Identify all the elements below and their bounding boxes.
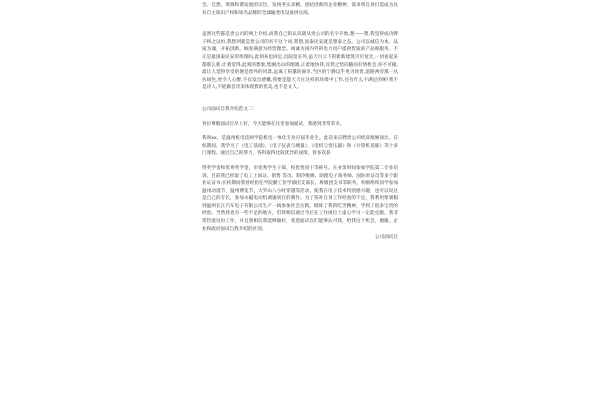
trailing-title: 公司面试自 xyxy=(375,235,398,241)
paragraph-self-intro: 我叫xx，是温州机电技师学院机电一体化专业应届毕业生。此次来应聘贵公司机床维修岗位。在校期间，我学习了《电工基础》、《电子仪表与测量》、《电机与变压器》和《计算机基础》等十多门课程。通过自己的努力，各科取得比较优异的成绩，曾多次获 xyxy=(202,136,398,157)
paragraph-experience: 得奖学金和优秀奖学金，市优秀学生干部，校优秀团干等称号。在业余时间参加学院第二专业培训，目前我已经取了电工上岗证、销售 等员、制冷维修、助理电子商务师、国际单证员等多个职业证证书;在校期间我曾经担任学院勤工俭学部团支部长、班级团支书等职务，积极组织同学参加温州动漫节，温州博览节，大罗山八小时穿越等活动，使我在电子技术特别感兴趣，也可以说这是自己的专长，参加永磁电动机调速项目的制作。为了弥补自身工作经验的不足，我利用寒暑假到温州长江汽车电子有限公司生产一线参加社会实践，锻炼了我的吃苦精神，学到了很多宝贵的经验。当然我也有一些不足的地方，但我相信通过今后在工作岗位上虚心学习一定能克服。我非常热爱这份工作，并且我相信我能够做好，希望面试官们能够认可我，给我这个机会，谢谢。企业和政府面试自我介绍的区别。 xyxy=(202,165,398,232)
section-heading: 公司面试自我介绍范文二： xyxy=(202,106,258,112)
paragraph-company-intro-end: 会、自然、资源和谐发展的宗旨，发扬务实求精、团结创新的企业精神，谋求将自身打造成为具有自主知识产权和知名品牌的全球输变电设备供应商。 xyxy=(202,3,398,16)
paragraph-greeting: 各位尊敬面试官早上好，今天能够在这里参加面试，我感到非常荣幸。 xyxy=(202,121,345,127)
document-page xyxy=(202,2,398,398)
paragraph-impression: 虽然这些都是贵公司的网上介绍,而我自己的认识就从贵公司的名字开始,想——想,我觉得成功牌子终之以恒,我想到就是贵公司的名字这个词,我想,国泰民安就是想泰之态。公司以诚信为本，品质为魂，开拓创新，顾客满意为经营理念。竭诚为国内外的电力用户提供优质的产品和服务。不正是最国泰民安的体现吗,此刻来也回足,出院留长外,虽天白云下的新新建筑贝贝宽光,一切看起来都那么新,让我觉得,此刻的想象,集刚出山的理调,正着地快我,淬然之势向随而有情机会,你不可撞,最让人觉得享受的便是留外的风景,远离了喧嚣的闹市,当区的宁静以乎更为珍贵,道路两旁那一丛丛绿色,更令人心醉,不仅发出感慨,我要是能天天在这样的环境中工作,还有什么不满足的呢!我不是诗人,不能做首诗来体现我的优美,也不是文人。 xyxy=(202,32,398,91)
